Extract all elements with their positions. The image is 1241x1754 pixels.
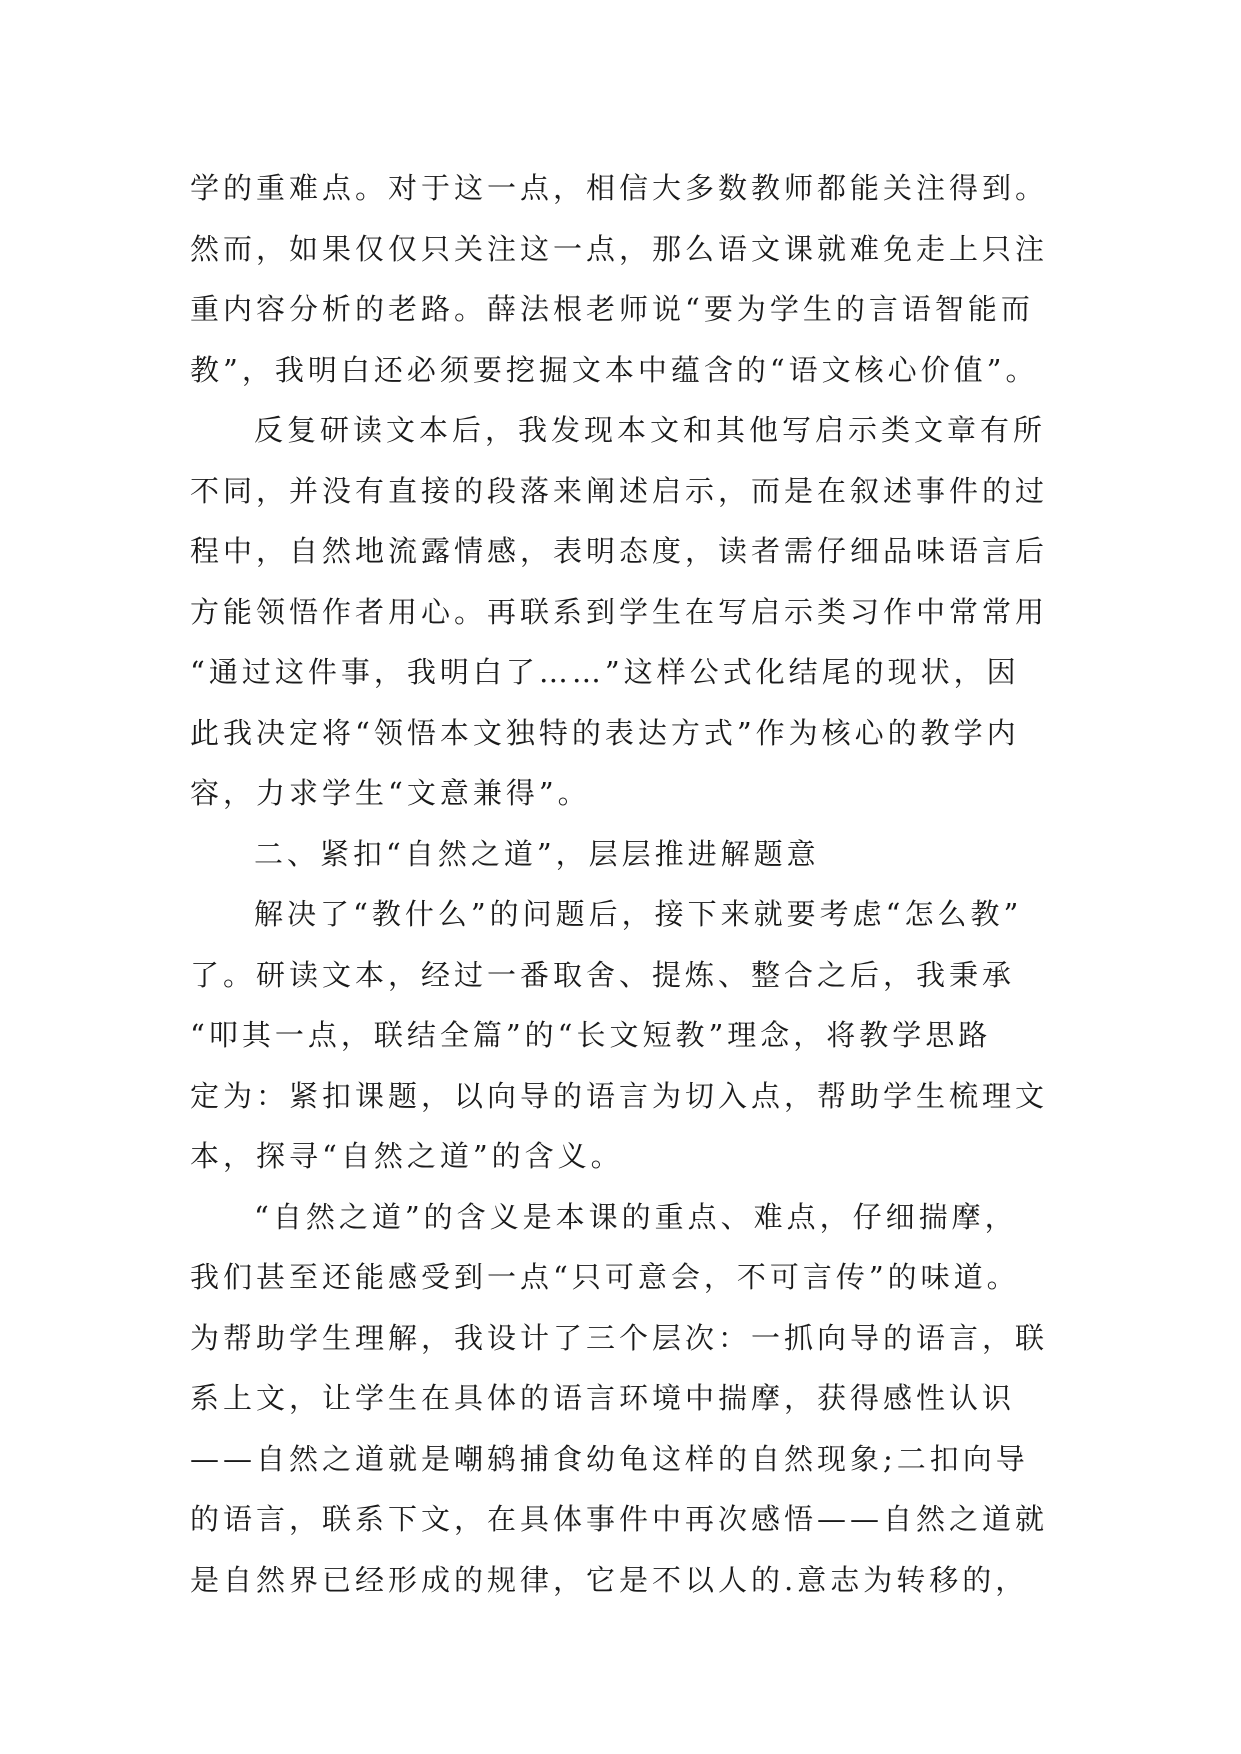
text-line: “通过这件事，我明白了……”这样公式化结尾的现状，因 bbox=[190, 655, 1020, 689]
text-line: 教”，我明白还必须要挖掘文本中蕴含的“语文核心价值”。 bbox=[190, 352, 1039, 387]
text-line: “叩其一点，联结全篇”的“长文短教”理念，将教学思路 bbox=[190, 1018, 992, 1052]
text-line: 了。研读文本，经过一番取舍、提炼、整合之后，我秉承 bbox=[190, 957, 1016, 992]
text-line: 定为：紧扣课题，以向导的语言为切入点，帮助学生梳理文 bbox=[190, 1078, 1049, 1113]
text-line: 我们甚至还能感受到一点“只可意会，不可言传”的味道。 bbox=[190, 1260, 1020, 1294]
section-heading: 二、紧扣“自然之道”，层层推进解题意 bbox=[254, 836, 820, 871]
text-line: 容，力求学生“文意兼得”。 bbox=[190, 776, 591, 810]
text-line: 为帮助学生理解，我设计了三个层次：一抓向导的语言，联 bbox=[190, 1320, 1049, 1355]
paragraph-first-line: 解决了“教什么”的问题后，接下来就要考虑“怎么教” bbox=[254, 897, 1023, 931]
text-line: 是自然界已经形成的规律，它是不以人的.意志为转移的， bbox=[190, 1562, 1029, 1597]
text-line: 的语言，联系下文，在具体事件中再次感悟——自然之道就 bbox=[190, 1502, 1049, 1536]
text-line: 学的重难点。对于这一点，相信大多数教师都能关注得到。 bbox=[190, 171, 1049, 205]
text-line: 然而，如果仅仅只关注这一点，那么语文课就难免走上只注 bbox=[190, 231, 1049, 266]
text-line: 系上文，让学生在具体的语言环境中揣摩，获得感性认识 bbox=[190, 1381, 1016, 1415]
paragraph-first-line: “自然之道”的含义是本课的重点、难点，仔细揣摩， bbox=[254, 1199, 1018, 1234]
text-line: 此我决定将“领悟本文独特的表达方式”作为核心的教学内 bbox=[190, 715, 1020, 750]
text-line: ——自然之道就是嘲鸫捕食幼龟这样的自然现象;二扣向导 bbox=[190, 1441, 1029, 1476]
text-line: 不同，并没有直接的段落来阐述启示，而是在叙述事件的过 bbox=[190, 473, 1049, 508]
body-text bbox=[190, 158, 1070, 1610]
text-line: 程中，自然地流露情感，表明态度，读者需仔细品味语言后 bbox=[190, 534, 1049, 568]
text-line: 方能领悟作者用心。再联系到学生在写启示类习作中常常用 bbox=[190, 594, 1049, 629]
text-line: 本，探寻“自然之道”的含义。 bbox=[190, 1139, 624, 1173]
paragraph-first-line: 反复研读文本后，我发现本文和其他写启示类文章有所 bbox=[254, 413, 1047, 447]
text-line: 重内容分析的老路。薛法根老师说“要为学生的言语智能而 bbox=[190, 292, 1034, 326]
